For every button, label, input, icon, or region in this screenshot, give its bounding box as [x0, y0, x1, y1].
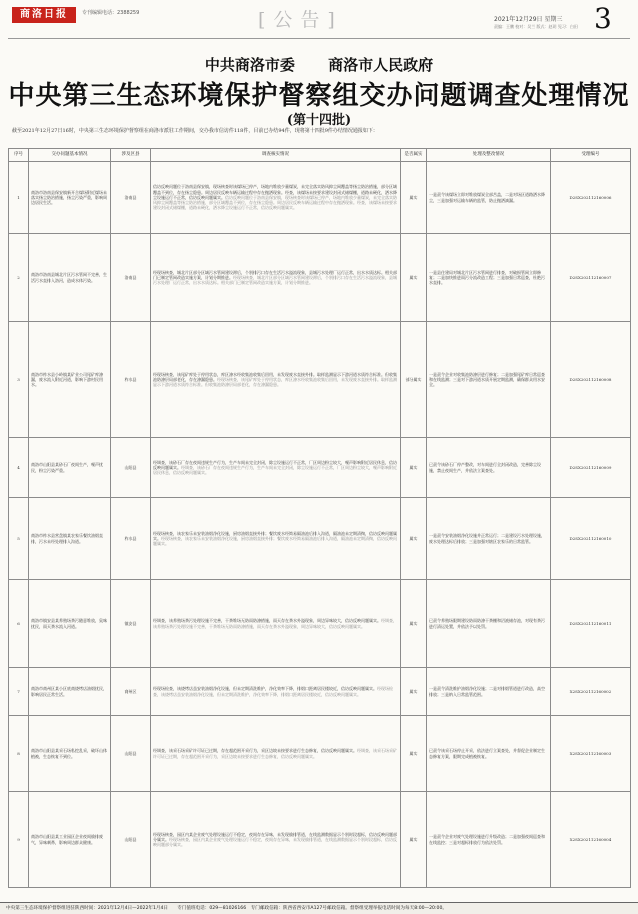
- issue-summary: 商洛市商州区某小区底商烧烤店油烟扰民，影响居民正常生活。: [29, 668, 111, 716]
- investigation-findings: 经现场核查，园区内某企业废气处理设施运行不稳定，夜间存在异味，未发现偷排管道，在线监测数据显示个别时段超标，信访反映问题部分属实。经现场核查，园区内某企业废气处理设施运行不稳定，夜间存在异味，未发现偷排管道，在线监测数据显示个别时段超标，信访反映问题部分属实。: [151, 792, 401, 888]
- handling-measures: 一是责令安装油烟净化设施并正常运行；二是建设污水处理设施，废水处理达标后排放；三是加强对辖区农家乐的日常监管。: [427, 498, 551, 580]
- row-number: 6: [9, 580, 29, 668]
- findings-continuation: 经现场核查，该农家乐未安装油烟净化设施，厨房油烟直接外排；餐饮废水经简易隔油池后排入沟道，隔油池未定期清掏，信访反映问题属实。: [153, 535, 397, 547]
- issue-summary: 商洛市镇安县某养殖场粪污随意堆放，臭味扰民，雨天粪水流入河道。: [29, 580, 111, 668]
- case-code: D2SX202112160007: [551, 234, 631, 322]
- column-header: 交办问题基本情况: [29, 149, 111, 162]
- issuing-authorities: [0, 54, 638, 75]
- verdict: 部分属实: [401, 322, 427, 438]
- table-row: [9, 668, 631, 716]
- investigation-findings: 经调查，该砂石厂存在夜间违规生产行为，生产车间未完全封闭，除尘设施运行不正常，厂区周边粉尘较大，噪声影响附近居民休息，信访反映问题属实。经调查，该砂石厂存在夜间违规生产行为，生产车间未完全封闭，除尘设施运行不正常，厂区周边粉尘较大，噪声影响附近居民休息，信访反映问题属实。: [151, 438, 401, 498]
- verdict: 属实: [401, 716, 427, 792]
- findings-continuation: 经调查，该砂石厂存在夜间违规生产行为，生产车间未完全封闭，除尘设施运行不正常，厂区周边粉尘较大，噪声影响附近居民休息，信访反映问题属实。: [153, 464, 397, 476]
- column-header: 调查核实情况: [151, 149, 401, 162]
- verdict: 属实: [401, 792, 427, 888]
- table-row: [9, 498, 631, 580]
- intro-paragraph: 截至2021年12月27日16时，中央第三生态环境保护督察组在商洛市派驻工作期间，交办我市信访件118件，目前已办结94件，现将第十四批9件办结情况通报如下：: [12, 128, 378, 134]
- masthead: [0, 0, 638, 40]
- handling-measures: 一是责令清洗维护油烟净化设施；二是对排烟管道进行改造，高空排放；三是纳入日常监管范围。: [427, 668, 551, 716]
- handling-measures: 一是县住建局对城北片区污水管网进行排查，对破损管网立即修复；二是加快推进雨污分流改造工程；三是加强日常巡查，杜绝污水直排。: [427, 234, 551, 322]
- verdict: 属实: [401, 498, 427, 580]
- county: 商州区: [111, 668, 151, 716]
- investigation-findings: 经调查，该采石场采矿许可证已过期，存在超范围开采行为，采区边坡未按要求进行生态修复，信访反映问题属实。经调查，该采石场采矿许可证已过期，存在超范围开采行为，采区边坡未按要求进行生态修复，信访反映问题属实。: [151, 716, 401, 792]
- investigation-findings: 信访反映问题位于洛南县保安镇，现场核查时该煤场已停产，场地内堆放少量煤炭，未完全落实防风抑尘网覆盖等扬尘防治措施，部分区域覆盖不到位，存在扬尘隐患。周边居民反映车辆运输过程中存在抛洒现象。经查，该煤场未按要求建设封闭式储煤棚，道路未硬化，洒水降尘设施运行不正常，信访反映问题属实。信访反映问题位于洛南县保安镇，现场核查时该煤场已停产，场地内堆放少量煤炭，未完全落实防风抑尘网覆盖等扬尘防治措施，部分区域覆盖不到位，存在扬尘隐患。周边居民反映车辆运输过程中存在抛洒现象。经查，该煤场未按要求建设封闭式储煤棚，道路未硬化，洒水降尘设施运行不正常，信访反映问题属实。: [151, 162, 401, 234]
- footer-contact-info: 中央第三生态环境保护督察组进驻陕西时间：2021年12月4日—2022年1月4日 专门值班电话：029—81026166 专门邮政信箱：陕西省西安市A127号邮政信箱。督察组受理举报电话时间为每天8:00—20:00。: [6, 906, 447, 911]
- table-row: [9, 438, 631, 498]
- newspaper-logo: 商洛日报: [12, 7, 76, 23]
- county: 柞水县: [111, 498, 151, 580]
- cases-table: [8, 148, 631, 888]
- county: 山阳县: [111, 716, 151, 792]
- handling-measures: 已责令养殖场限期建设防雨防渗干粪棚和沼液储存池，对现有粪污进行清运处置，并依法予以处罚。: [427, 580, 551, 668]
- verdict: 属实: [401, 580, 427, 668]
- row-number: 8: [9, 716, 29, 792]
- verdict: 属实: [401, 438, 427, 498]
- column-header: 是否属实: [401, 149, 427, 162]
- issuer-party-committee: 中共商洛市委: [204, 56, 295, 74]
- county: 洛南县: [111, 234, 151, 322]
- handling-measures: 一是责令企业对收集池防渗层进行修复；二是加强尾矿库日常巡查和在线监测；三是对下游河道水质开展定期监测，确保群众用水安全。: [427, 322, 551, 438]
- investigation-findings: 经现场核查，该农家乐未安装油烟净化设施，厨房油烟直接外排；餐饮废水经简易隔油池后排入沟道，隔油池未定期清掏，信访反映问题属实。经现场核查，该农家乐未安装油烟净化设施，厨房油烟直接外排；餐饮废水经简易隔油池后排入沟道，隔油池未定期清掏，信访反映问题属实。: [151, 498, 401, 580]
- table-row: [9, 716, 631, 792]
- verdict: 属实: [401, 668, 427, 716]
- batch-number: (第十四批): [286, 113, 352, 128]
- table-row: [9, 162, 631, 234]
- issue-summary: 商洛市山阳县某采石场私挖乱采，破坏山体植被，生态恢复不到位。: [29, 716, 111, 792]
- handling-measures: 已责令该采石场停止开采，依法进行立案查处，并督促企业制定生态修复方案，限期完成植被恢复。: [427, 716, 551, 792]
- table-header-row: [9, 149, 631, 162]
- editorial-hotline: 专刊编辑电话：2388259: [82, 10, 140, 16]
- findings-continuation: 经现场核查，园区内某企业废气处理设施运行不稳定，夜间存在异味，未发现偷排管道，在线监测数据显示个别时段超标，信访反映问题部分属实。: [153, 836, 397, 848]
- case-code: D2SX202112160008: [551, 322, 631, 438]
- county: 山阳县: [111, 792, 151, 888]
- county: 山阳县: [111, 438, 151, 498]
- row-number: 1: [9, 162, 29, 234]
- issuer-government: 商洛市人民政府: [328, 56, 434, 74]
- handling-measures: 一是责令企业对废气处理设施进行升级改造；二是加强夜间巡查和在线监控；三是对超标排放行为依法处罚。: [427, 792, 551, 888]
- issue-summary: 商洛市洛南县保安镇新开合煤场附近煤场未落实扬尘防治措施，扬尘污染严重，影响周边居民生活。: [29, 162, 111, 234]
- table-row: [9, 792, 631, 888]
- editor-credits: 责编：王鹏 校对：吴兰 版式：赵玥 见习：白田: [494, 24, 578, 29]
- county: 柞水县: [111, 322, 151, 438]
- column-header: 处理及整改情况: [427, 149, 551, 162]
- header-divider: [8, 38, 630, 39]
- handling-measures: 一是责令该煤场立即对堆放煤炭全部苫盖，二是对场区道路洒水降尘，三是加强对运输车辆的监管，防止抛洒滴漏。: [427, 162, 551, 234]
- row-number: 4: [9, 438, 29, 498]
- issue-summary: 商洛市山阳县某砂石厂夜间生产，噪声扰民，粉尘污染严重。: [29, 438, 111, 498]
- footer-bar: [0, 902, 638, 914]
- table-row: [9, 580, 631, 668]
- issue-summary: 商洛市洛南县城北片区污水管网不完善，生活污水直排入洛河，造成水体污染。: [29, 234, 111, 322]
- findings-continuation: 经调查，该采石场采矿许可证已过期，存在超范围开采行为，采区边坡未按要求进行生态修复，信访反映问题属实。: [153, 748, 397, 759]
- case-code: X2SX202112160003: [551, 716, 631, 792]
- issue-summary: 商洛市柞水县小岭镇某矿业公司尾矿库渗漏，废水流入附近河道，影响下游村民用水。: [29, 322, 111, 438]
- verdict: 属实: [401, 162, 427, 234]
- row-number: 5: [9, 498, 29, 580]
- verdict: 属实: [401, 234, 427, 322]
- case-code: D2SX202112160009: [551, 438, 631, 498]
- issue-summary: 商洛市柞水县营盘镇某农家乐餐饮油烟直排，污水未经处理排入沟道。: [29, 498, 111, 580]
- issue-summary: 商洛市山阳县某工业园区企业夜间偷排废气，异味刺鼻，影响周边群众健康。: [29, 792, 111, 888]
- case-code: D2SX202112160006: [551, 162, 631, 234]
- column-header: 受理编号: [551, 149, 631, 162]
- row-number: 9: [9, 792, 29, 888]
- table-row: [9, 322, 631, 438]
- issue-date: 2021年12月29日 星期三: [494, 16, 563, 23]
- findings-continuation: 经现场核查，该尾矿库处于停用状态，库区渗水经收集池收集后回用，未发现废水直接外排。取样监测显示下游河道水质符合标准。但收集池防渗层局部老化，存在渗漏隐患。: [153, 376, 397, 388]
- case-code: D2SX202112160010: [551, 498, 631, 580]
- investigation-findings: 经现场核查，城北片区部分区域污水管网建设滞后，个别排污口存在生活污水溢流现象，县城污水处理厂运行正常，出水水质达标。相关部门已制定管网改造实施方案，计划分期推进。经现场核查，城北片区部分区域污水管网建设滞后，个别排污口存在生活污水溢流现象，县城污水处理厂运行正常，出水水质达标。相关部门已制定管网改造实施方案，计划分期推进。: [151, 234, 401, 322]
- county: 镇安县: [111, 580, 151, 668]
- table-row: [9, 234, 631, 322]
- findings-continuation: 信访反映问题位于洛南县保安镇，现场核查时该煤场已停产，场地内堆放少量煤炭，未完全落实防风抑尘网覆盖等扬尘防治措施，部分区域覆盖不到位，存在扬尘隐患。周边居民反映车辆运输过程中存在抛洒现象。经查，该煤场未按要求建设封闭式储煤棚，道路未硬化，洒水降尘设施运行不正常，信访反映问题属实。: [153, 194, 397, 211]
- handling-measures: 已责令该砂石厂停产整改，对车间进行全封闭改造，完善除尘设施，禁止夜间生产，并依法立案查处。: [427, 438, 551, 498]
- findings-continuation: 经现场检查，该烧烤店虽安装油烟净化设施，但未定期清洗维护，净化效率下降，排烟口距离居民楼较近，信访反映问题属实。: [153, 686, 393, 697]
- investigation-findings: 经现场检查，该烧烤店虽安装油烟净化设施，但未定期清洗维护，净化效率下降，排烟口距离居民楼较近，信访反映问题属实。经现场检查，该烧烤店虽安装油烟净化设施，但未定期清洗维护，净化效率下降，排烟口距离居民楼较近，信访反映问题属实。: [151, 668, 401, 716]
- case-code: D2SX202112160011: [551, 580, 631, 668]
- page-number: 3: [594, 2, 612, 35]
- case-code: X2SX202112160004: [551, 792, 631, 888]
- column-header: 序号: [9, 149, 29, 162]
- article-headline: 中央第三生态环境保护督察组交办问题调查处理情况: [8, 81, 630, 111]
- investigation-findings: 经调查，该养殖场粪污处理设施不完善，干粪堆场无防雨防渗措施，雨天存在粪水外溢现象，周边异味较大，信访反映问题属实。经调查，该养殖场粪污处理设施不完善，干粪堆场无防雨防渗措施，雨天存在粪水外溢现象，周边异味较大，信访反映问题属实。: [151, 580, 401, 668]
- section-title: [公告]: [258, 9, 343, 31]
- column-header: 涉及区县: [111, 149, 151, 162]
- county: 洛南县: [111, 162, 151, 234]
- findings-continuation: 经现场核查，城北片区部分区域污水管网建设滞后，个别排污口存在生活污水溢流现象，县城污水处理厂运行正常，出水水质达标。相关部门已制定管网改造实施方案，计划分期推进。: [153, 274, 397, 286]
- findings-continuation: 经调查，该养殖场粪污处理设施不完善，干粪堆场无防雨防渗措施，雨天存在粪水外溢现象，周边异味较大，信访反映问题属实。: [153, 618, 397, 629]
- row-number: 7: [9, 668, 29, 716]
- investigation-findings: 经现场核查，该尾矿库处于停用状态，库区渗水经收集池收集后回用，未发现废水直接外排。取样监测显示下游河道水质符合标准。但收集池防渗层局部老化，存在渗漏隐患。经现场核查，该尾矿库处于停用状态，库区渗水经收集池收集后回用，未发现废水直接外排。取样监测显示下游河道水质符合标准。但收集池防渗层局部老化，存在渗漏隐患。: [151, 322, 401, 438]
- row-number: 2: [9, 234, 29, 322]
- case-code: X2SX202112160002: [551, 668, 631, 716]
- row-number: 3: [9, 322, 29, 438]
